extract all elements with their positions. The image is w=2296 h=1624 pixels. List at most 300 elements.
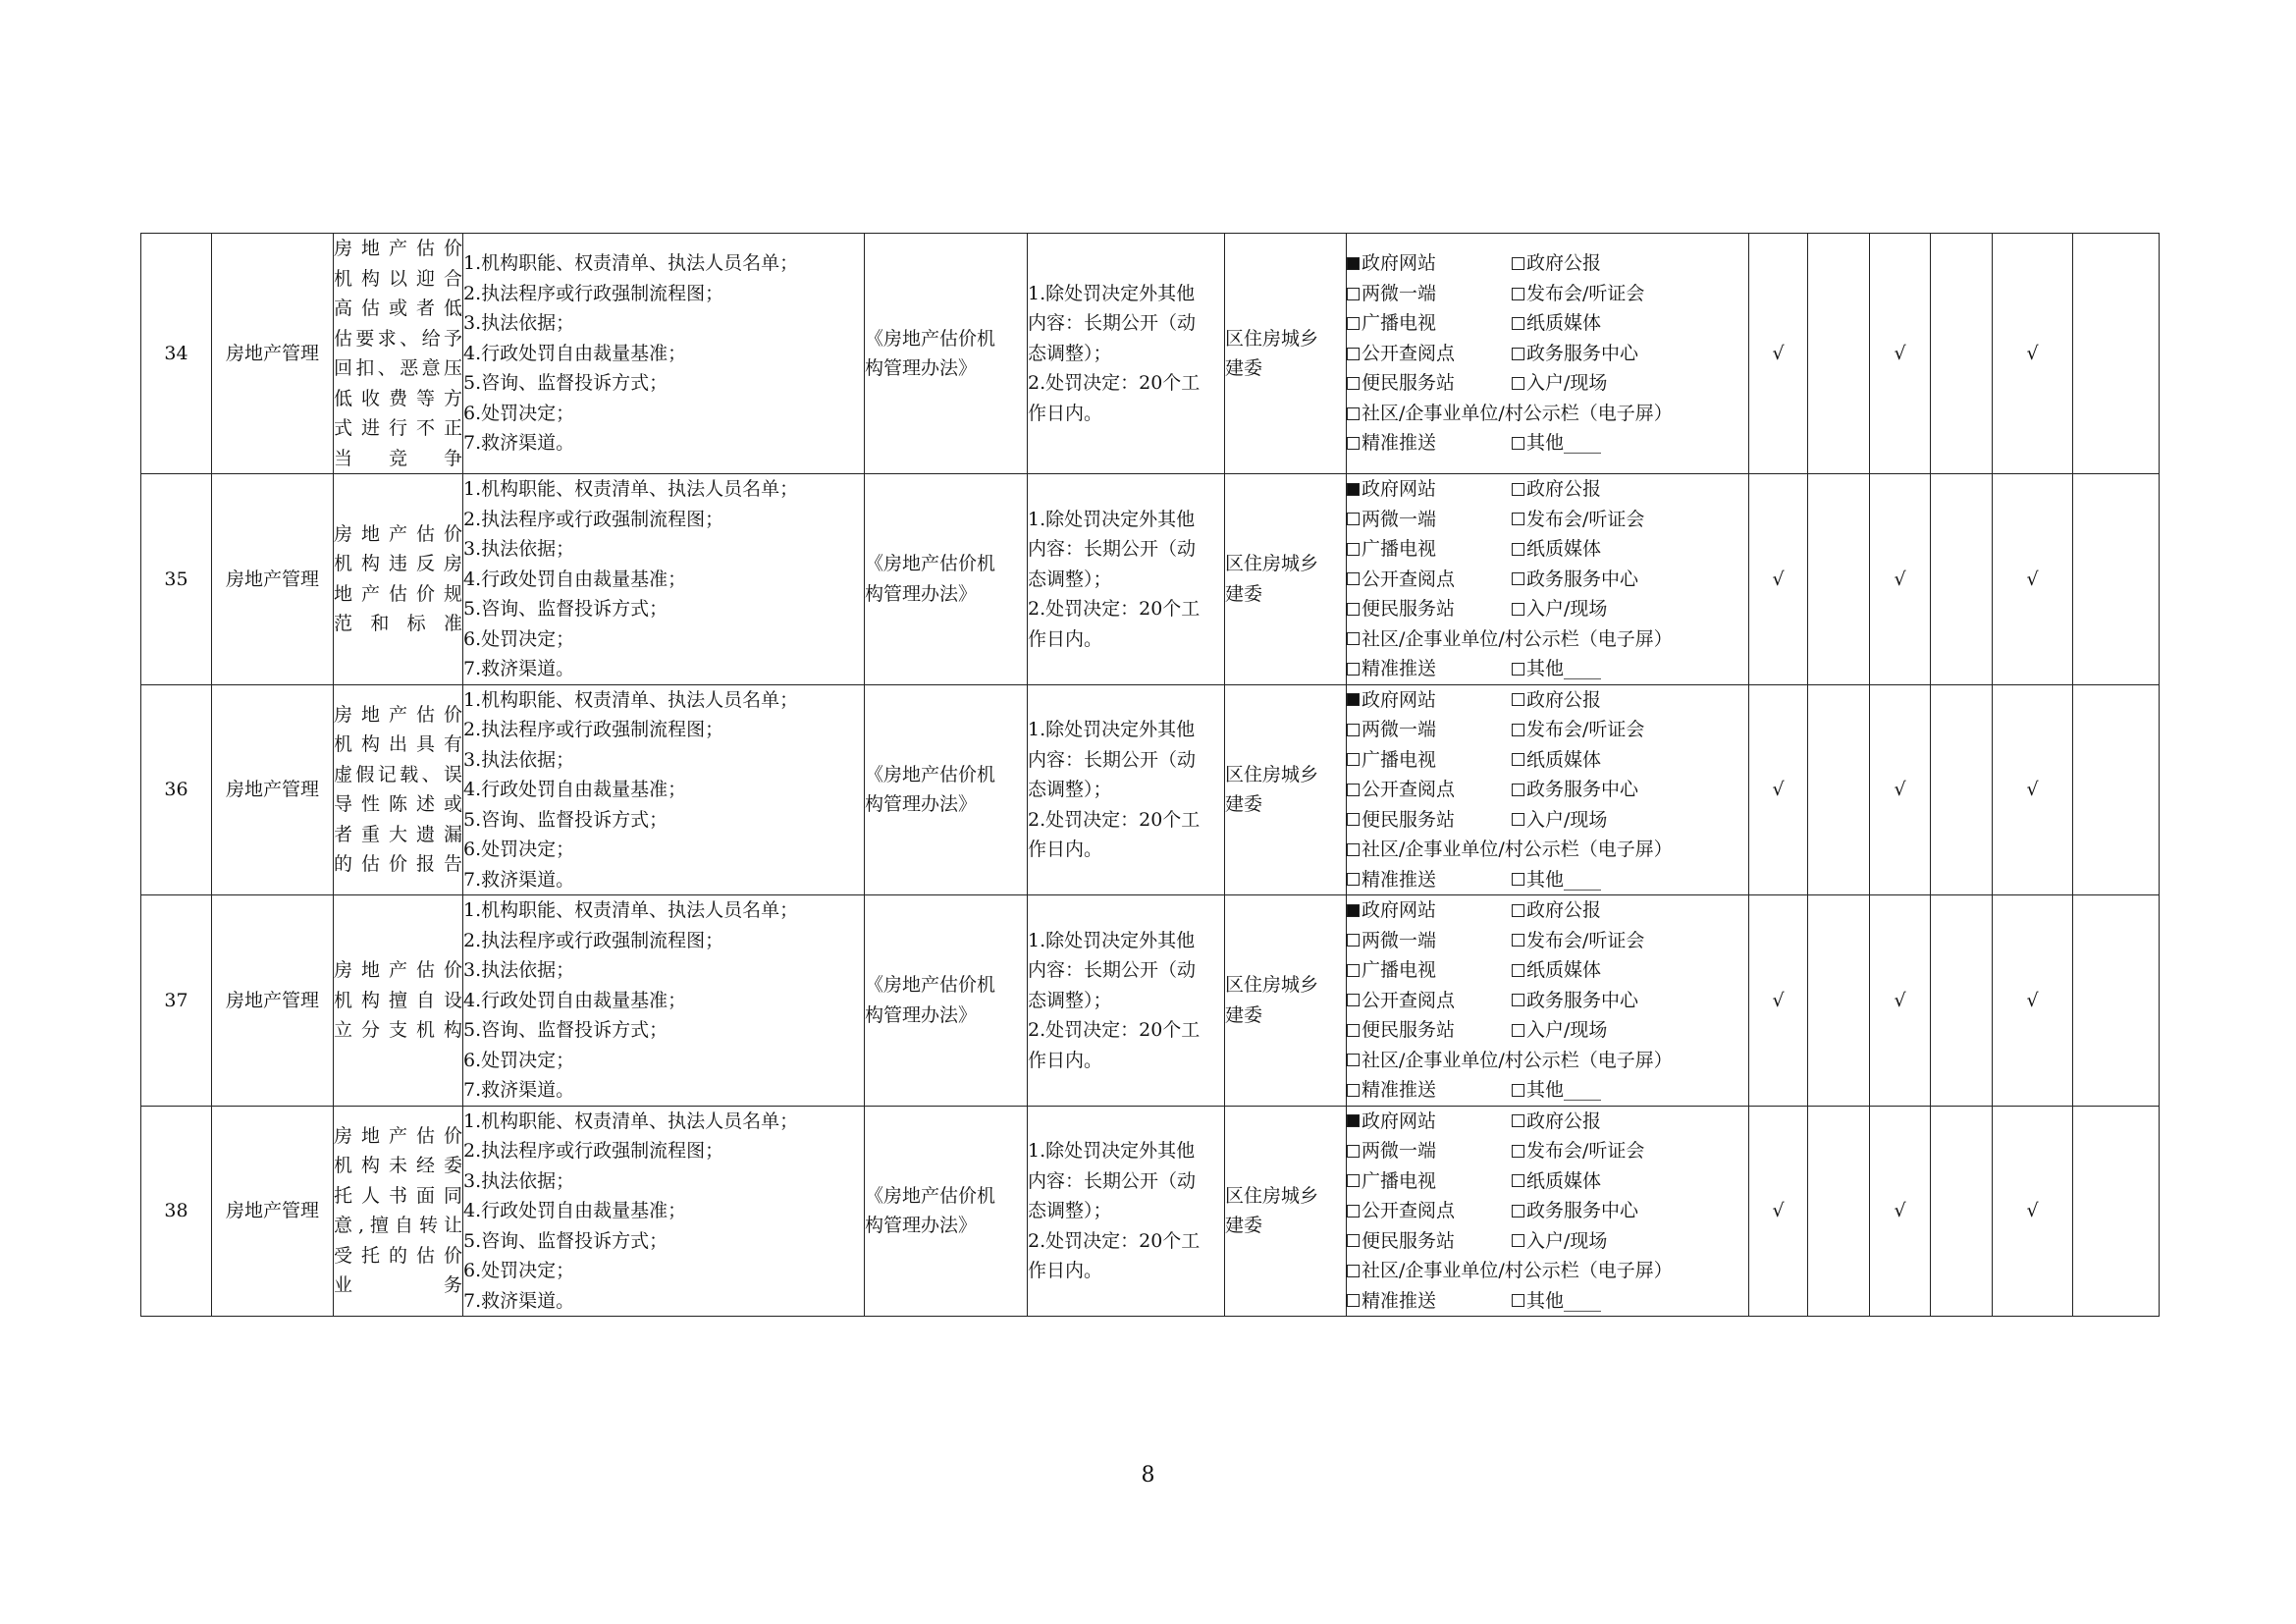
- basis-line: 构管理办法》: [865, 793, 978, 816]
- channel-row: [1347, 986, 1748, 1016]
- check-mark-cell: √: [1749, 1106, 1808, 1317]
- checkbox-icon: [1347, 1084, 1360, 1097]
- channel-row: [1347, 248, 1748, 279]
- channel-label: 入户/现场: [1526, 1229, 1608, 1252]
- issue-cell: [334, 895, 463, 1107]
- channel-label: 广播电视: [1362, 312, 1437, 335]
- check-mark-cell: [2073, 895, 2160, 1107]
- check-mark-cell: [1808, 684, 1870, 895]
- check-mark-cell: [1808, 1106, 1870, 1317]
- channel-label: 其他____: [1526, 1289, 1602, 1312]
- checked-box-icon: [1347, 257, 1360, 270]
- channel-option: [1347, 594, 1512, 624]
- period-line: 作日内。: [1028, 1049, 1103, 1071]
- issue-cell: [334, 1106, 463, 1317]
- row-number: 36: [141, 684, 212, 895]
- channel-row: [1347, 505, 1748, 535]
- check-mark-cell: [2073, 474, 2160, 685]
- subject-line: 建委: [1225, 793, 1263, 816]
- checkbox-icon: [1347, 1054, 1360, 1066]
- checked-box-icon: [1347, 693, 1360, 706]
- channel-label: 广播电视: [1362, 748, 1437, 771]
- channel-option: [1347, 1226, 1512, 1257]
- channel-label: 政府网站: [1362, 899, 1437, 921]
- check-mark-cell: [1808, 895, 1870, 1107]
- row-number: 35: [141, 474, 212, 685]
- issue-line: 导性陈述或: [334, 793, 462, 816]
- checkbox-icon: [1347, 377, 1360, 390]
- table-row: [141, 895, 2160, 1107]
- period-cell: [1028, 474, 1225, 685]
- period-line: 态调整）；: [1028, 342, 1112, 364]
- channel-label: 其他____: [1526, 868, 1602, 891]
- issue-line: 者重大遗漏: [334, 823, 462, 845]
- check-mark-cell: √: [1870, 895, 1931, 1107]
- channel-row: [1347, 1107, 1748, 1137]
- channel-row: [1347, 926, 1748, 956]
- channel-row: [1347, 745, 1748, 776]
- subject-line: 区住房城乡: [1225, 1184, 1319, 1207]
- channel-label: 两微一端: [1362, 719, 1437, 740]
- channel-label: 入户/现场: [1526, 372, 1608, 395]
- channel-row: [1347, 399, 1748, 429]
- issue-line: 房地产估价: [334, 1124, 462, 1147]
- channel-option: [1347, 1015, 1512, 1046]
- channel-option: [1347, 955, 1512, 986]
- check-mark-cell: √: [1993, 895, 2073, 1107]
- channel-row: [1347, 1196, 1748, 1226]
- channel-row: [1347, 474, 1748, 505]
- channel-option: [1512, 685, 1601, 716]
- basis-cell: [865, 895, 1028, 1107]
- channel-row: [1347, 685, 1748, 716]
- channel-option: [1347, 865, 1512, 895]
- content-line: 7.救济渠道。: [463, 658, 575, 679]
- channel-label: 公开查阅点: [1362, 1200, 1456, 1221]
- issue-line: 式进行不正: [334, 417, 462, 439]
- channel-row: [1347, 1046, 1748, 1076]
- check-mark-cell: [1931, 474, 1993, 685]
- check-mark-cell: [1931, 895, 1993, 1107]
- checked-box-icon: [1347, 483, 1360, 496]
- content-line: 2.执法程序或行政强制流程图；: [463, 282, 724, 304]
- check-mark-cell: √: [1993, 474, 2073, 685]
- channel-option: [1512, 474, 1601, 505]
- content-line: 7.救济渠道。: [463, 1079, 575, 1101]
- content-line: 6.处罚决定；: [463, 627, 575, 650]
- channel-option: [1347, 565, 1512, 595]
- checkbox-icon: [1512, 1024, 1524, 1037]
- content-line: 3.执法依据；: [463, 1169, 575, 1192]
- content-line: 2.执法程序或行政强制流程图；: [463, 1140, 724, 1162]
- check-mark-cell: √: [1870, 1106, 1931, 1317]
- channel-row: [1347, 1226, 1748, 1257]
- channel-option: [1512, 955, 1601, 986]
- checkbox-icon: [1347, 873, 1360, 886]
- table-row: [141, 234, 2160, 474]
- channel-label: 纸质媒体: [1526, 959, 1602, 981]
- checkbox-icon: [1347, 348, 1360, 360]
- checkbox-icon: [1512, 1294, 1524, 1307]
- subject-line: 建委: [1225, 1003, 1263, 1026]
- channel-label: 政府公报: [1526, 1110, 1602, 1132]
- checkbox-icon: [1347, 1174, 1360, 1187]
- checkbox-icon: [1347, 1294, 1360, 1307]
- checkbox-icon: [1512, 348, 1524, 360]
- issue-line: 的估价报告: [334, 853, 462, 876]
- checkbox-icon: [1347, 784, 1360, 796]
- content-line: 4.行政处罚自由裁量基准；: [463, 1200, 687, 1221]
- issue-line: 受托的估价: [334, 1244, 462, 1267]
- subject-line: 区住房城乡: [1225, 553, 1319, 575]
- channel-option: [1347, 835, 1673, 865]
- channel-label: 政府网站: [1362, 688, 1437, 711]
- content-line: 5.咨询、监督投诉方式；: [463, 808, 668, 831]
- issue-cell: [334, 684, 463, 895]
- channel-option: [1512, 745, 1601, 776]
- channel-row: [1347, 1256, 1748, 1286]
- issue-line: 低收费等方: [334, 387, 462, 409]
- channel-label: 广播电视: [1362, 959, 1437, 981]
- issue-line: 机构擅自设: [334, 989, 462, 1011]
- content-line: 5.咨询、监督投诉方式；: [463, 598, 668, 620]
- basis-cell: [865, 1106, 1028, 1317]
- channel-option: [1347, 339, 1512, 369]
- channel-label: 政务服务中心: [1526, 568, 1639, 590]
- check-mark-cell: √: [1749, 234, 1808, 474]
- content-line: 3.执法依据；: [463, 312, 575, 335]
- checkbox-icon: [1347, 603, 1360, 616]
- content-cell: [463, 234, 865, 474]
- field-cell: 房地产管理: [212, 234, 334, 474]
- checkbox-icon: [1512, 813, 1524, 826]
- row-number: 37: [141, 895, 212, 1107]
- issue-line: 机构以迎合: [334, 267, 462, 290]
- channel-option: [1347, 685, 1512, 716]
- basis-line: 构管理办法》: [865, 1215, 978, 1237]
- checked-box-icon: [1347, 904, 1360, 917]
- channel-option: [1347, 1075, 1512, 1106]
- channel-row: [1347, 339, 1748, 369]
- issue-line: 房地产估价: [334, 238, 462, 259]
- channel-row: [1347, 624, 1748, 655]
- channel-label: 纸质媒体: [1526, 748, 1602, 771]
- channel-option: [1347, 1286, 1512, 1317]
- channel-row: [1347, 308, 1748, 339]
- check-mark-cell: √: [1749, 895, 1808, 1107]
- channel-option: [1512, 1075, 1601, 1106]
- check-mark-cell: √: [1993, 234, 2073, 474]
- period-line: 内容：长期公开（动: [1028, 959, 1197, 981]
- checkbox-icon: [1347, 934, 1360, 947]
- channel-label: 精准推送: [1362, 1289, 1437, 1312]
- channel-option: [1512, 1226, 1607, 1257]
- channel-label: 政府公报: [1526, 478, 1602, 500]
- checkbox-icon: [1512, 1114, 1524, 1127]
- period-line: 2.处罚决定：20个工: [1028, 372, 1201, 395]
- checkbox-icon: [1347, 513, 1360, 525]
- channel-label: 入户/现场: [1526, 1019, 1608, 1041]
- period-line: 1.除处罚决定外其他: [1028, 1140, 1196, 1162]
- checkbox-icon: [1347, 407, 1360, 420]
- field-cell: 房地产管理: [212, 474, 334, 685]
- channel-option: [1512, 339, 1638, 369]
- issue-line: 虚假记载、误: [334, 763, 462, 785]
- content-line: 4.行政处罚自由裁量基准；: [463, 989, 687, 1011]
- channel-option: [1512, 865, 1601, 895]
- channel-label: 发布会/听证会: [1526, 1140, 1645, 1162]
- channel-option: [1347, 745, 1512, 776]
- checkbox-icon: [1512, 603, 1524, 616]
- channel-option: [1347, 279, 1512, 309]
- channel-option: [1512, 1136, 1644, 1166]
- channel-label: 广播电视: [1362, 1169, 1437, 1192]
- checkbox-icon: [1347, 1024, 1360, 1037]
- issue-line: 立分支机构: [334, 1019, 462, 1041]
- checkbox-icon: [1512, 288, 1524, 300]
- channel-label: 其他____: [1526, 658, 1602, 679]
- period-line: 态调整）；: [1028, 779, 1112, 800]
- page-number: 8: [1141, 1463, 1155, 1488]
- channels-cell: [1347, 1106, 1749, 1317]
- content-line: 2.执法程序或行政强制流程图；: [463, 508, 724, 530]
- checkbox-icon: [1512, 724, 1524, 736]
- channel-row: [1347, 428, 1748, 459]
- channel-label: 便民服务站: [1362, 598, 1456, 620]
- checkbox-icon: [1347, 437, 1360, 450]
- channel-label: 公开查阅点: [1362, 989, 1456, 1011]
- channel-option: [1347, 1046, 1673, 1076]
- channel-option: [1347, 986, 1512, 1016]
- channel-label: 社区/企事业单位/村公示栏（电子屏）: [1362, 1049, 1673, 1071]
- content-line: 4.行政处罚自由裁量基准；: [463, 342, 687, 364]
- checkbox-icon: [1347, 317, 1360, 330]
- checkbox-icon: [1512, 934, 1524, 947]
- basis-line: 《房地产估价机: [865, 974, 996, 997]
- channel-row: [1347, 1136, 1748, 1166]
- check-mark-cell: √: [1749, 684, 1808, 895]
- period-line: 1.除处罚决定外其他: [1028, 508, 1196, 530]
- checkbox-icon: [1512, 1084, 1524, 1097]
- checkbox-icon: [1347, 1265, 1360, 1277]
- issue-line: 机构违反房: [334, 553, 462, 575]
- basis-cell: [865, 684, 1028, 895]
- period-line: 2.处罚决定：20个工: [1028, 1229, 1201, 1252]
- content-cell: [463, 895, 865, 1107]
- period-line: 2.处罚决定：20个工: [1028, 598, 1201, 620]
- period-line: 内容：长期公开（动: [1028, 748, 1197, 771]
- content-line: 1.机构职能、权责清单、执法人员名单；: [463, 252, 799, 275]
- checkbox-icon: [1512, 572, 1524, 585]
- channel-option: [1512, 368, 1607, 399]
- table-row: [141, 684, 2160, 895]
- checkbox-icon: [1512, 513, 1524, 525]
- channel-option: [1512, 1286, 1601, 1317]
- basis-line: 构管理办法》: [865, 1003, 978, 1026]
- content-line: 1.机构职能、权责清单、执法人员名单；: [463, 899, 799, 921]
- channel-label: 两微一端: [1362, 282, 1437, 304]
- period-line: 1.除处罚决定外其他: [1028, 719, 1196, 740]
- channel-row: [1347, 775, 1748, 805]
- basis-line: 构管理办法》: [865, 582, 978, 605]
- channel-label: 其他____: [1526, 1079, 1602, 1101]
- content-line: 7.救济渠道。: [463, 1289, 575, 1312]
- channel-label: 便民服务站: [1362, 1229, 1456, 1252]
- subject-cell: [1225, 234, 1347, 474]
- content-line: 3.执法依据；: [463, 538, 575, 560]
- channel-label: 政府公报: [1526, 252, 1602, 275]
- channel-option: [1512, 926, 1644, 956]
- content-line: 2.执法程序或行政强制流程图；: [463, 929, 724, 951]
- channel-label: 政府公报: [1526, 899, 1602, 921]
- channel-label: 社区/企事业单位/村公示栏（电子屏）: [1362, 839, 1673, 860]
- channel-label: 社区/企事业单位/村公示栏（电子屏）: [1362, 402, 1673, 424]
- checkbox-icon: [1347, 572, 1360, 585]
- checkbox-icon: [1347, 632, 1360, 645]
- basis-cell: [865, 234, 1028, 474]
- issue-line: 高估或者低: [334, 298, 462, 319]
- checkbox-icon: [1347, 1205, 1360, 1218]
- basis-line: 构管理办法》: [865, 357, 978, 379]
- table-body: [141, 234, 2160, 1317]
- channel-option: [1347, 505, 1512, 535]
- period-cell: [1028, 1106, 1225, 1317]
- channel-row: [1347, 805, 1748, 836]
- channel-option: [1512, 594, 1607, 624]
- channel-label: 纸质媒体: [1526, 312, 1602, 335]
- checkbox-icon: [1347, 753, 1360, 766]
- channel-label: 发布会/听证会: [1526, 282, 1645, 304]
- channels-cell: [1347, 684, 1749, 895]
- channel-option: [1347, 308, 1512, 339]
- channels-cell: [1347, 474, 1749, 685]
- checkbox-icon: [1512, 543, 1524, 556]
- channel-option: [1512, 565, 1638, 595]
- channel-option: [1347, 895, 1512, 926]
- channel-label: 公开查阅点: [1362, 568, 1456, 590]
- issue-line: 业务: [334, 1274, 462, 1297]
- subject-cell: [1225, 1106, 1347, 1317]
- basis-line: 《房地产估价机: [865, 1184, 996, 1207]
- checkbox-icon: [1512, 994, 1524, 1006]
- checkbox-icon: [1347, 1234, 1360, 1247]
- content-line: 7.救济渠道。: [463, 432, 575, 455]
- checkbox-icon: [1347, 288, 1360, 300]
- channel-label: 发布会/听证会: [1526, 929, 1645, 951]
- channel-option: [1512, 1166, 1601, 1197]
- checkbox-icon: [1512, 257, 1524, 270]
- issue-line: 回扣、恶意压: [334, 357, 462, 379]
- channel-row: [1347, 1166, 1748, 1197]
- table-row: [141, 1106, 2160, 1317]
- channel-option: [1512, 1196, 1638, 1226]
- channel-row: [1347, 279, 1748, 309]
- subject-line: 建委: [1225, 357, 1263, 379]
- checkbox-icon: [1512, 904, 1524, 917]
- field-cell: 房地产管理: [212, 684, 334, 895]
- channel-label: 两微一端: [1362, 1140, 1437, 1162]
- basis-line: 《房地产估价机: [865, 327, 996, 350]
- checkbox-icon: [1512, 377, 1524, 390]
- channel-label: 精准推送: [1362, 658, 1437, 679]
- channel-label: 公开查阅点: [1362, 342, 1456, 364]
- checkbox-icon: [1512, 437, 1524, 450]
- check-mark-cell: [2073, 684, 2160, 895]
- channel-label: 政府网站: [1362, 252, 1437, 275]
- checkbox-icon: [1512, 1234, 1524, 1247]
- period-cell: [1028, 234, 1225, 474]
- channel-label: 政府网站: [1362, 478, 1437, 500]
- channel-row: [1347, 895, 1748, 926]
- channel-option: [1512, 715, 1644, 745]
- period-cell: [1028, 895, 1225, 1107]
- period-line: 2.处罚决定：20个工: [1028, 808, 1201, 831]
- channel-label: 入户/现场: [1526, 808, 1608, 831]
- subject-cell: [1225, 684, 1347, 895]
- checkbox-icon: [1347, 1145, 1360, 1158]
- issue-line: 范和标准: [334, 613, 462, 635]
- channel-label: 两微一端: [1362, 508, 1437, 530]
- channel-option: [1347, 368, 1512, 399]
- issue-cell: [334, 234, 463, 474]
- check-mark-cell: [1931, 1106, 1993, 1317]
- channel-row: [1347, 1015, 1748, 1046]
- checkbox-icon: [1512, 964, 1524, 977]
- channel-label: 便民服务站: [1362, 372, 1456, 395]
- content-line: 3.执法依据；: [463, 748, 575, 771]
- period-line: 1.除处罚决定外其他: [1028, 282, 1196, 304]
- channel-label: 社区/企事业单位/村公示栏（电子屏）: [1362, 1260, 1673, 1281]
- channel-label: 政务服务中心: [1526, 989, 1639, 1011]
- basis-line: 《房地产估价机: [865, 553, 996, 575]
- checkbox-icon: [1347, 964, 1360, 977]
- content-line: 1.机构职能、权责清单、执法人员名单；: [463, 478, 799, 500]
- channel-label: 社区/企事业单位/村公示栏（电子屏）: [1362, 627, 1673, 650]
- channel-label: 政务服务中心: [1526, 1200, 1639, 1221]
- content-cell: [463, 684, 865, 895]
- content-line: 2.执法程序或行政强制流程图；: [463, 719, 724, 740]
- channel-option: [1512, 1015, 1607, 1046]
- checkbox-icon: [1347, 543, 1360, 556]
- period-line: 态调整）；: [1028, 1200, 1112, 1221]
- checkbox-icon: [1512, 784, 1524, 796]
- issue-cell: [334, 474, 463, 685]
- checkbox-icon: [1347, 813, 1360, 826]
- channel-label: 精准推送: [1362, 432, 1437, 455]
- channel-option: [1512, 505, 1644, 535]
- issue-line: 地产估价规: [334, 582, 462, 605]
- content-line: 5.咨询、监督投诉方式；: [463, 1229, 668, 1252]
- checkbox-icon: [1347, 843, 1360, 856]
- subject-line: 区住房城乡: [1225, 763, 1319, 785]
- channels-cell: [1347, 895, 1749, 1107]
- channel-row: [1347, 654, 1748, 684]
- channel-option: [1512, 428, 1601, 459]
- check-mark-cell: √: [1870, 474, 1931, 685]
- subject-line: 区住房城乡: [1225, 327, 1319, 350]
- channel-option: [1347, 1166, 1512, 1197]
- channel-option: [1347, 474, 1512, 505]
- channel-row: [1347, 1075, 1748, 1106]
- channel-option: [1512, 805, 1607, 836]
- period-line: 态调整）；: [1028, 989, 1112, 1011]
- channel-label: 政府公报: [1526, 688, 1602, 711]
- channel-option: [1512, 775, 1638, 805]
- issue-line: 房地产估价: [334, 959, 462, 981]
- channel-label: 政务服务中心: [1526, 779, 1639, 800]
- period-cell: [1028, 684, 1225, 895]
- field-cell: 房地产管理: [212, 1106, 334, 1317]
